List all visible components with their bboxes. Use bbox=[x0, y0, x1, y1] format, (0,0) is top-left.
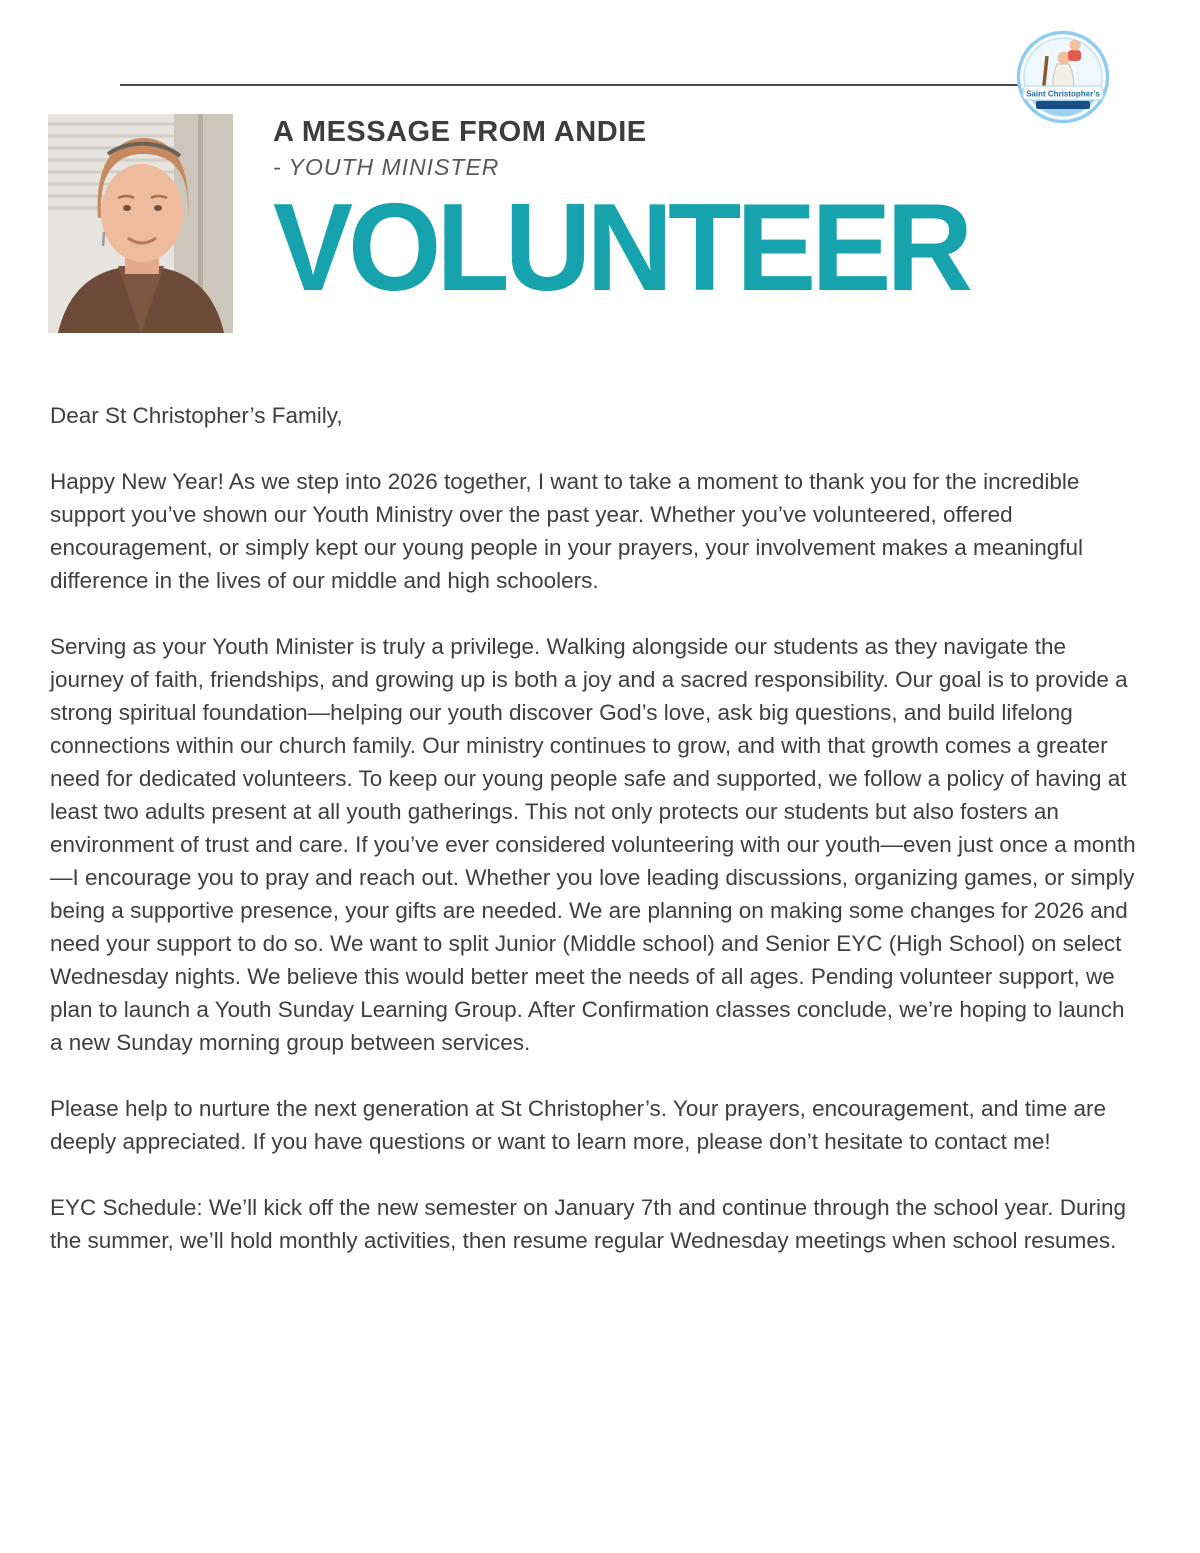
andie-photo bbox=[48, 114, 233, 333]
logo-church-name: Saint Christopher’s bbox=[1026, 89, 1100, 99]
letter-paragraph: Please help to nurture the next generation at St Christopher’s. Your prayers, encouragement, and time are deeply appreciated. If you have questions or want to learn more, please don’t hesitate to contact me! bbox=[50, 1096, 1107, 1154]
letter-paragraph: Happy New Year! As we step into 2026 together, I want to take a moment to thank you for the incredible support you’ve shown our Youth Ministry over the past year. Whether you’ve volunteered, offered encouragement, or simply kept our young people in your prayers, your involvement makes a meaningful difference in the lives of our middle and high schoolers. bbox=[50, 469, 1084, 593]
message-title: A MESSAGE FROM ANDIE bbox=[273, 116, 647, 148]
salutation: Dear St Christopher’s Family, bbox=[50, 403, 343, 428]
church-logo bbox=[1016, 30, 1110, 124]
message-subtitle: - YOUTH MINISTER bbox=[273, 154, 500, 180]
church-logo-badge bbox=[1016, 30, 1110, 124]
letter-paragraph: EYC Schedule: We’ll kick off the new semester on January 7th and continue through the school year. During the summer, we’ll hold monthly activities, then resume regular Wednesday meetings when school resumes. bbox=[50, 1195, 1127, 1253]
volunteer-headline: VOLUNTEER bbox=[273, 177, 969, 318]
header-text-block bbox=[273, 116, 1153, 318]
andie-portrait-graphic bbox=[48, 114, 233, 333]
letter-body bbox=[50, 399, 1142, 1290]
logo-lower-ribbon bbox=[1036, 101, 1090, 109]
header-divider-rule bbox=[120, 84, 1078, 86]
letter-paragraph: Serving as your Youth Minister is truly a privilege. Walking alongside our students as they navigate the journey of faith, friendships, and growing up is both a joy and a sacred responsibility. Our goal is to provide a strong spiritual foundation—helping our youth discover God’s love, ask big questions, and build lifelong connections within our church family. Our ministry continues to grow, and with that growth comes a greater need for dedicated volunteers. To keep our young people safe and supported, we follow a policy of having at least two adults present at all youth gatherings. This not only protects our students but also fosters an environment of trust and care. If you’ve ever considered volunteering with our youth—even just once a month—I encourage you to pray and reach out. Whether you love leading discussions, organizing games, or simply being a supportive presence, your gifts are needed. We are planning on making some changes for 2026 and need your support to do so. We want to split Junior (Middle school) and Senior EYC (High School) on select Wednesday nights. We believe this would better meet the needs of all ages. Pending volunteer support, we plan to launch a Youth Sunday Learning Group. After Confirmation classes conclude, we’re hoping to launch a new Sunday morning group between services. bbox=[50, 634, 1136, 1055]
